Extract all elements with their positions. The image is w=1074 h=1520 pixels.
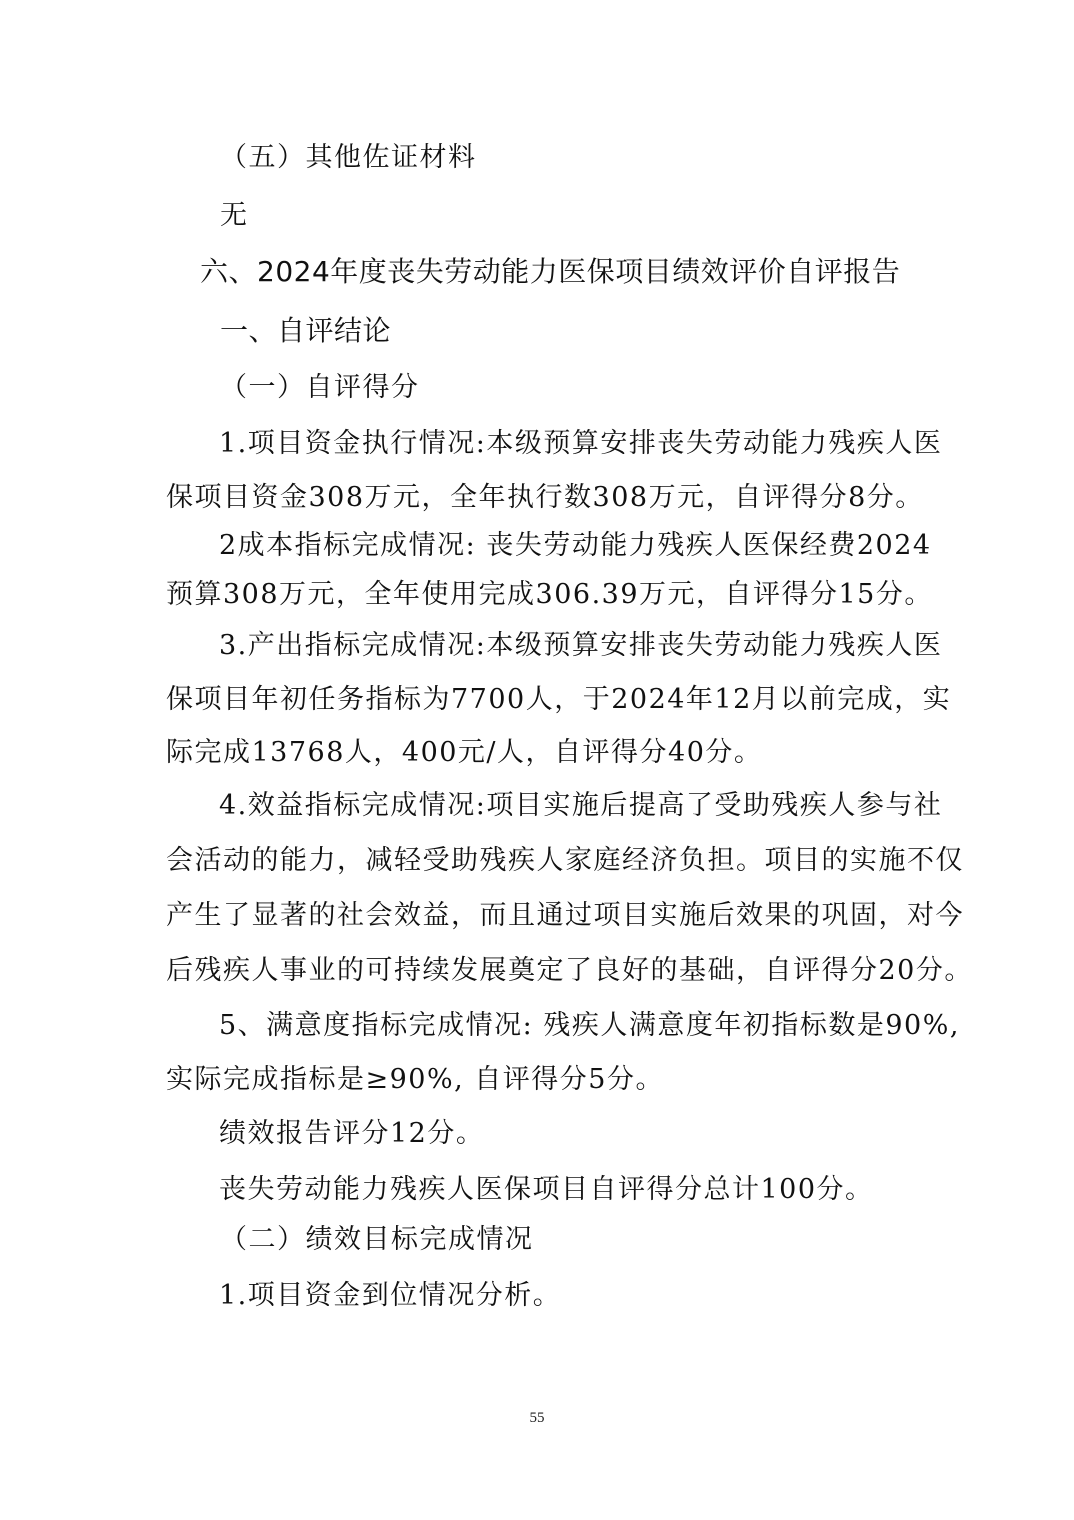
item3-line3: 际完成13768人，400元/人，自评得分40分。 [166,737,763,768]
page-number: 55 [529,1410,545,1426]
item1-line2: 保项目资金308万元，全年执行数308万元，自评得分8分。 [166,482,924,513]
section-five-heading: （五）其他佐证材料 [220,142,477,173]
item4-line2: 会活动的能力，减轻受助残疾人家庭经济负担。项目的实施不仅 [166,845,964,876]
item2-line1: 2成本指标完成情况: 丧失劳动能力残疾人医保经费2024 [219,530,932,561]
section-five-body: 无 [220,200,249,231]
item4-line3: 产生了显著的社会效益，而且通过项目实施后效果的巩固，对今 [166,900,964,931]
item3-line2: 保项目年初任务指标为7700人，于2024年12月以前完成，实 [166,684,952,715]
item2-line2: 预算308万元，全年使用完成306.39万元，自评得分15分。 [166,579,933,610]
part-one-heading: 一、自评结论 [220,314,392,347]
item4-line4: 后残疾人事业的可持续发展奠定了良好的基础，自评得分20分。 [166,955,973,986]
item-funds: 1.项目资金到位情况分析。 [219,1280,562,1311]
item5-line2: 实际完成指标是≥90%, 自评得分5分。 [166,1064,664,1095]
sub-one-heading: （一）自评得分 [220,372,420,403]
total-score: 丧失劳动能力残疾人医保项目自评得分总计100分。 [219,1174,874,1205]
report-score: 绩效报告评分12分。 [219,1118,485,1149]
item4-line1: 4.效益指标完成情况:项目实施后提高了受助残疾人参与社 [219,790,943,821]
item1-line1: 1.项目资金执行情况:本级预算安排丧失劳动能力残疾人医 [219,428,943,459]
item3-line1: 3.产出指标完成情况:本级预算安排丧失劳动能力残疾人医 [219,630,943,661]
report-title: 六、2024年度丧失劳动能力医保项目绩效评价自评报告 [200,255,901,288]
sub-two-heading: （二）绩效目标完成情况 [220,1224,534,1255]
item5-line1: 5、满意度指标完成情况: 残疾人满意度年初指标数是90%, [219,1010,960,1041]
